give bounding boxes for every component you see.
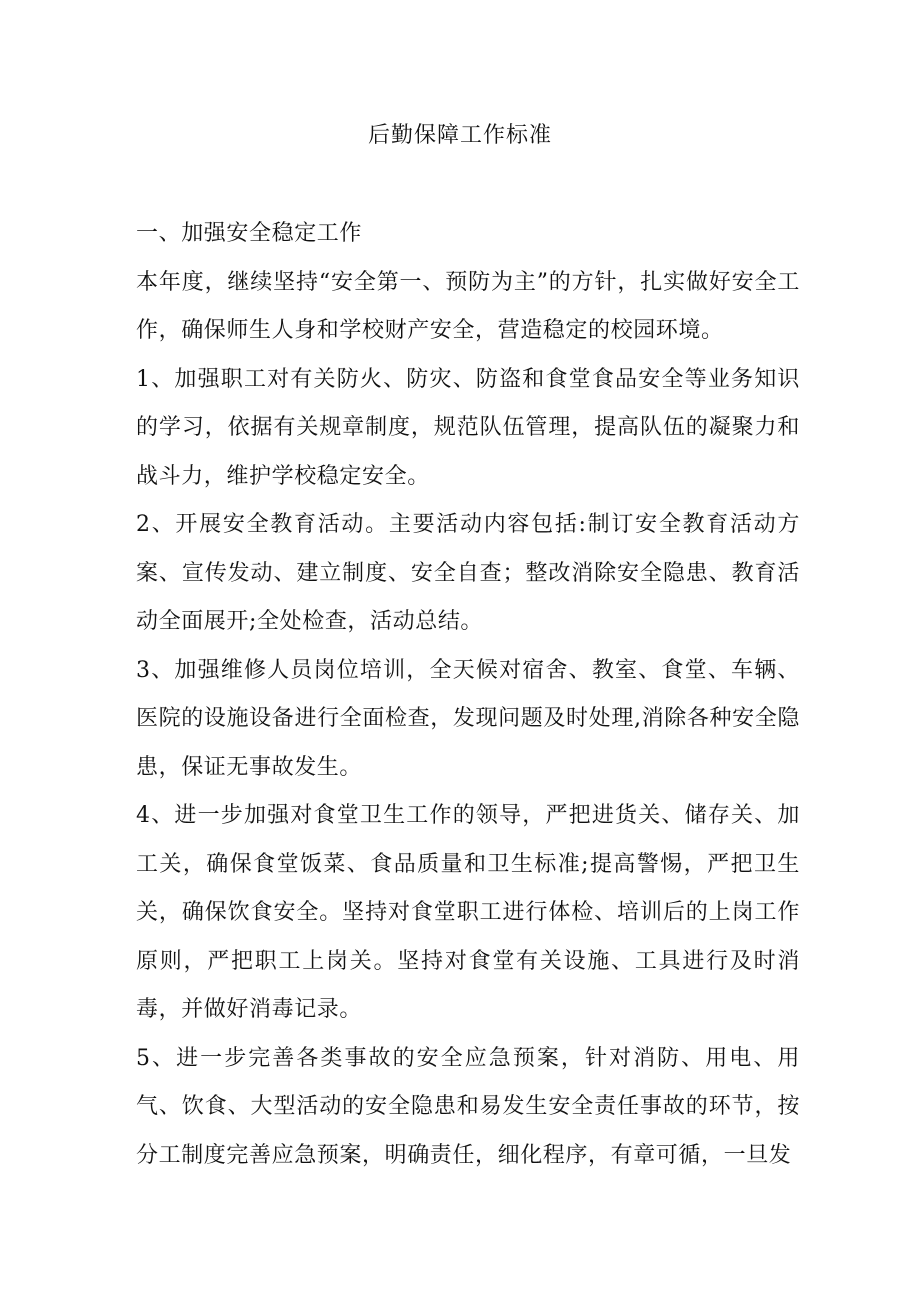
- paragraph-item-3: 3、加强维修人员岗位培训，全天候对宿舍、教室、食堂、车辆、医院的设施设备进行全面检查，发现问题及时处理,消除各种安全隐患，保证无事故发生。: [136, 657, 800, 780]
- document-title: 后勤保障工作标准: [367, 123, 552, 148]
- paragraph-item-1: 1、加强职工对有关防火、防灾、防盗和食堂食品安全等业务知识的学习，依据有关规章制度，规范队伍管理，提高队伍的凝聚力和战斗力，维护学校稳定安全。: [136, 366, 800, 489]
- paragraph-item-2: 2、开展安全教育活动。主要活动内容包括:制订安全教育活动方案、宣传发动、建立制度、安全自查；整改消除安全隐患、教育活动全面展开;全处检查，活动总结。: [136, 512, 800, 634]
- document-body: [136, 210, 800, 1180]
- paragraph-item-4: 4、进一步加强对食堂卫生工作的领导，严把进货关、储存关、加工关，确保食堂饭菜、食品质量和卫生标准;提高警惕，严把卫生关，确保饮食安全。坚持对食堂职工进行体检、培训后的上岗工作原则，严把职工上岗关。坚持对食堂有关设施、工具进行及时消毒，并做好消毒记录。: [136, 803, 800, 1022]
- section-heading: 一、加强安全稳定工作: [136, 221, 363, 246]
- paragraph-item-5: 5、进一步完善各类事故的安全应急预案，针对消防、用电、用气、饮食、大型活动的安全隐患和易发生安全责任事故的环节，按分工制度完善应急预案，明确责任，细化程序，有章可循，一旦发: [136, 1045, 800, 1168]
- paragraph-intro: 本年度，继续坚持“安全第一、预防为主”的方针，扎实做好安全工作，确保师生人身和学校财产安全，营造稳定的校园环境。: [136, 269, 800, 343]
